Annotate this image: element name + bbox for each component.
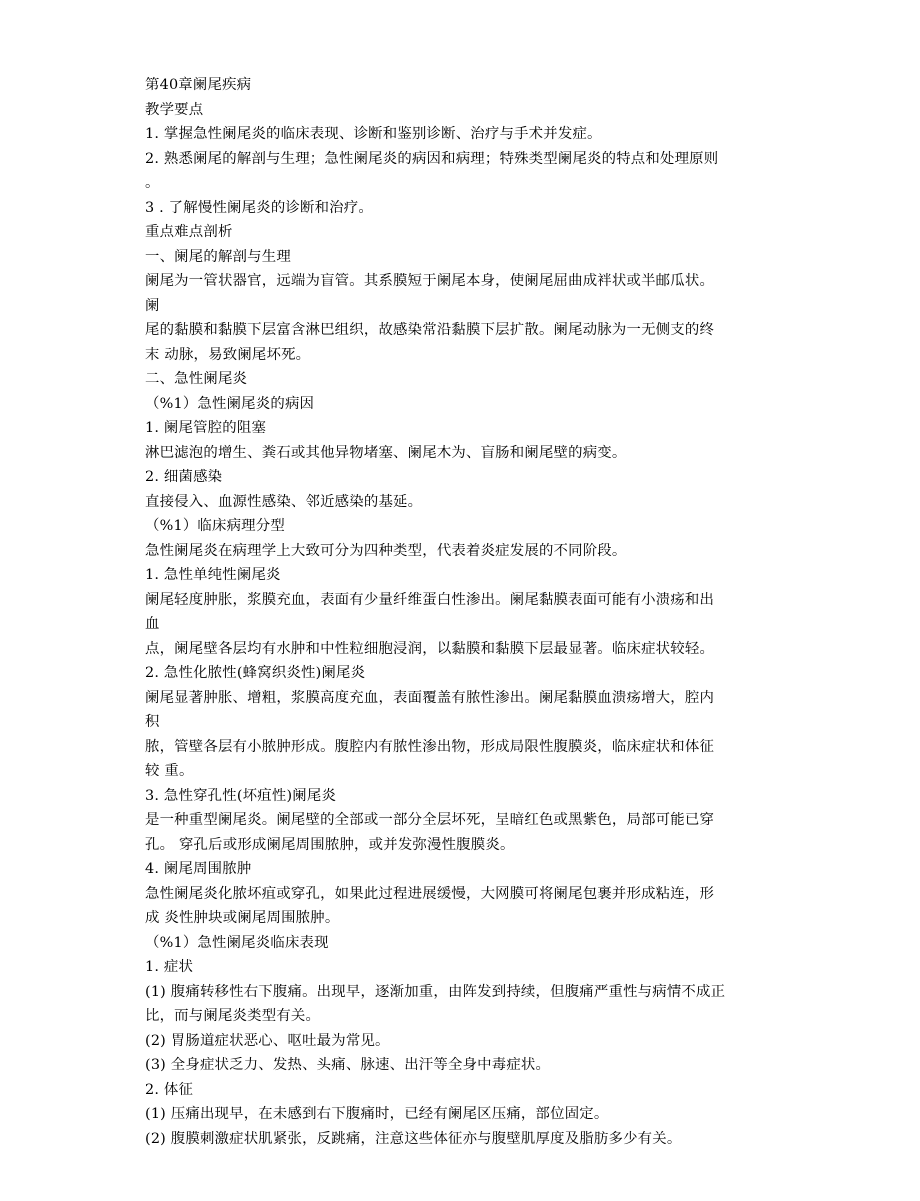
paragraph-line: (1) 腹痛转移性右下腹痛。出现早，逐渐加重，由阵发到持续，但腹痛严重性与病情不成正 xyxy=(145,983,726,1000)
paragraph-line: 比，而与阑尾炎类型有关。 xyxy=(145,1008,321,1024)
item-heading: 1. 阑尾管腔的阻塞 xyxy=(145,420,267,436)
paragraph-line: 较 重。 xyxy=(145,763,194,779)
item-heading: 1. 症状 xyxy=(145,959,194,975)
paragraph-line: 血 xyxy=(145,616,160,632)
paragraph-line: 尾的黏膜和黏膜下层富含淋巴组织，故感染常沿黏膜下层扩散。阑尾动脉为一无侧支的终 xyxy=(145,322,715,338)
item-heading: 2. 细菌感染 xyxy=(145,469,223,485)
paragraph-line: 直接侵入、血源性感染、邻近感染的基延。 xyxy=(145,493,423,510)
subsection-heading: （%1）急性阑尾炎临床表现 xyxy=(145,934,329,951)
paragraph-line: 孔。 穿孔后或形成阑尾周围脓肿，或并发弥漫性腹膜炎。 xyxy=(145,836,515,853)
section-heading: 二、急性阑尾炎 xyxy=(145,371,248,387)
paragraph-line: 淋巴滤泡的增生、粪石或其他异物堵塞、阑尾木为、盲肠和阑尾壁的病变。 xyxy=(145,444,627,461)
paragraph-line: 急性阑尾炎化脓坏疽或穿孔，如果此过程进展缓慢，大网膜可将阑尾包裹并形成粘连，形 xyxy=(145,885,715,902)
document-page xyxy=(145,73,785,1151)
paragraph-line: 阑尾为一管状器官，远端为盲管。其系膜短于阑尾本身，使阑尾屈曲成袢状或半邮瓜状。 xyxy=(145,273,715,289)
section-heading: 一、阑尾的解剖与生理 xyxy=(145,248,291,265)
paragraph-line: (1) 压痛出现早，在未感到右下腹痛时，已经有阑尾区压痛，部位固定。 xyxy=(145,1106,609,1122)
paragraph-line: 阑 xyxy=(145,297,160,314)
chapter-title: 第40章阑尾疾病 xyxy=(145,77,252,93)
paragraph-line: 脓，管壁各层有小脓肿形成。腹腔内有脓性渗出物，形成局限性腹膜炎，临床症状和体征 xyxy=(145,738,715,755)
item-heading: 2. 急性化脓性(蜂窝织炎性)阑尾炎 xyxy=(145,665,366,681)
paragraph-line: 成 炎性肿块或阑尾周围脓肿。 xyxy=(145,910,340,926)
item-heading: 4. 阑尾周围脓肿 xyxy=(145,861,252,877)
paragraph-line: (2) 腹膜刺激症状肌紧张，反跳痛，注意这些体征亦与腹壁肌厚度及脂肪多少有关。 xyxy=(145,1130,682,1147)
paragraph-line: 积 xyxy=(145,714,160,730)
subsection-heading: （%1）急性阑尾炎的病因 xyxy=(145,395,315,412)
paragraph-line: 阑尾显著肿胀、增粗，浆膜高度充血，表面覆盖有脓性渗出。阑尾黏膜血溃疡增大，腔内 xyxy=(145,689,715,706)
item-heading: 1. 急性单纯性阑尾炎 xyxy=(145,567,281,583)
section-heading: 教学要点 xyxy=(145,101,204,118)
item-heading: 3. 急性穿孔性(坏疽性)阑尾炎 xyxy=(145,787,337,804)
paragraph-line: 是一种重型阑尾炎。阑尾壁的全部或一部分全层坏死，呈暗红色或黑紫色，局部可能已穿 xyxy=(145,812,715,828)
subsection-heading: （%1）临床病理分型 xyxy=(145,518,285,534)
paragraph-line: 。 xyxy=(145,175,160,191)
paragraph-line: 阑尾轻度肿胀，浆膜充血，表面有少量纤维蛋白性渗出。阑尾黏膜表面可能有小溃疡和出 xyxy=(145,591,715,608)
paragraph-line: (3) 全身症状乏力、发热、头痛、脉速、出汗等全身中毒症状。 xyxy=(145,1057,551,1073)
paragraph-line: 末 动脉，易致阑尾坏死。 xyxy=(145,346,311,363)
section-heading: 重点难点剖析 xyxy=(145,224,233,240)
item-heading: 2. 体征 xyxy=(145,1081,194,1098)
paragraph-line: 急性阑尾炎在病理学上大致可分为四种类型，代表着炎症发展的不同阶段。 xyxy=(145,542,627,559)
paragraph-line: (2) 胃肠道症状恶心、呕吐最为常见。 xyxy=(145,1032,390,1049)
paragraph-line: 点，阑尾壁各层均有水肿和中性粒细胞浸润，以黏膜和黏膜下层最显著。临床症状较轻。 xyxy=(145,640,715,657)
paragraph-line: 2. 熟悉阑尾的解剖与生理；急性阑尾炎的病因和病理；特殊类型阑尾炎的特点和处理原则 xyxy=(145,150,719,167)
paragraph-line: 3 . 了解慢性阑尾炎的诊断和治疗。 xyxy=(145,199,373,216)
paragraph-line: 1. 掌握急性阑尾炎的临床表现、诊断和鉴别诊断、治疗与手术并发症。 xyxy=(145,126,602,142)
